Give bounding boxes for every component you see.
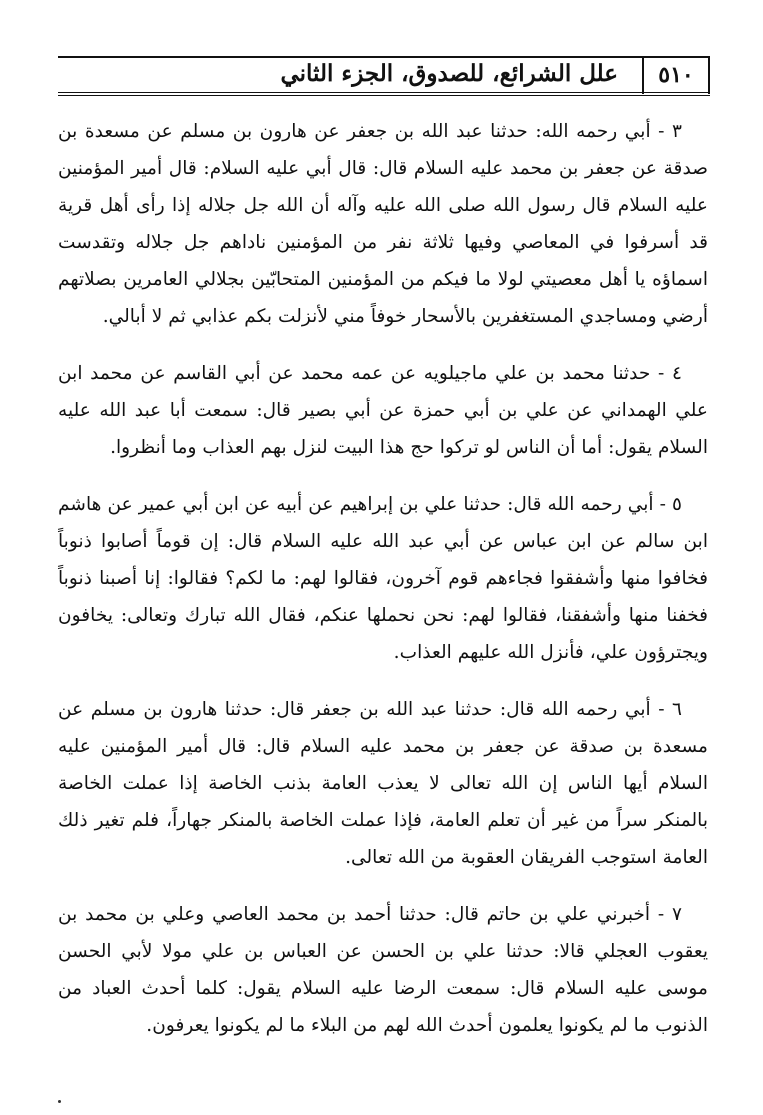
hadith-6: ٦ - أبي رحمه الله قال: حدثنا عبد الله بن جعفر قال: حدثنا هارون بن مسلم عن مسعدة بن صدقة عن جعفر بن محمد عليه السلام قال: قال أمير المؤمنين عليه السلام أيها الناس إن الله تعالى لا يعذب العامة بذنب الخاصة إذا عملت الخاصة بالمنكر سراً من غير أن تعلم العامة، فإذا عملت الخاصة بالمنكر جهاراً، فلم تغير ذلك العامة استوجب الفريقان العقوبة من الله تعالى. [58, 699, 708, 868]
hadith-5: ٥ - أبي رحمه الله قال: حدثنا علي بن إبراهيم عن أبيه عن ابن أبي عمير عن هاشم ابن سالم عن ابن عباس عن أبي عبد الله عليه السلام قال: إن قوماً أصابوا ذنوباً فخافوا منها وأشفقوا فجاءهم قوم آخرون، فقالوا لهم: ما لكم؟ فقالوا: إنا أصبنا ذنوباً فخفنا منها وأشفقنا، فقالوا لهم: نحن نحملها عنكم، فقال الله تبارك وتعالى: يخافون ويجترؤون علي، فأنزل الله عليهم العذاب. [58, 494, 708, 663]
header-top-rule [58, 56, 710, 58]
running-title: علل الشرائع، للصدوق، الجزء الثاني [280, 60, 618, 87]
page-header [58, 56, 710, 96]
page-mark [58, 1100, 61, 1103]
hadith-3: ٣ - أبي رحمه الله: حدثنا عبد الله بن جعفر عن هارون بن مسلم عن مسعدة بن صدقة عن جعفر بن محمد عليه السلام قال: قال أبي عليه السلام: قال أمير المؤمنين عليه السلام قال رسول الله صلى الله عليه وآله أن الله جل جلاله إذا رأى أهل قرية قد أسرفوا في المعاصي وفيها ثلاثة نفر من المؤمنين ناداهم جل جلاله وتقدست اسماؤه يا أهل معصيتي لولا ما فيكم من المؤمنين المتحابّين بجلالي العامرين بصلاتهم أرضي ومساجدي المستغفرين بالأسحار خوفاً مني لأنزلت بكم عذابي ثم لا أبالي. [58, 121, 708, 327]
hadith-7: ٧ - أخبرني علي بن حاتم قال: حدثنا أحمد بن محمد العاصي وعلي بن محمد بن يعقوب العجلي قالا: حدثنا علي بن الحسن عن العباس بن علي مولا لأبي الحسن موسى عليه السلام قال: سمعت الرضا عليه السلام يقول: كلما أحدث العباد من الذنوب ما لم يكونوا يعلمون أحدث الله لهم من البلاء ما لم يكونوا يعرفون. [58, 904, 708, 1036]
header-bottom-rule [58, 92, 710, 96]
page-body [58, 113, 708, 1044]
hadith-4: ٤ - حدثنا محمد بن علي ماجيلويه عن عمه محمد عن أبي القاسم عن محمد ابن علي الهمداني عن علي بن أبي حمزة عن أبي بصير قال: سمعت أبا عبد الله عليه السلام يقول: أما أن الناس لو تركوا حج هذا البيت لنزل بهم العذاب وما أنظروا. [58, 363, 708, 458]
page-number: ٥١٠ [642, 56, 710, 94]
